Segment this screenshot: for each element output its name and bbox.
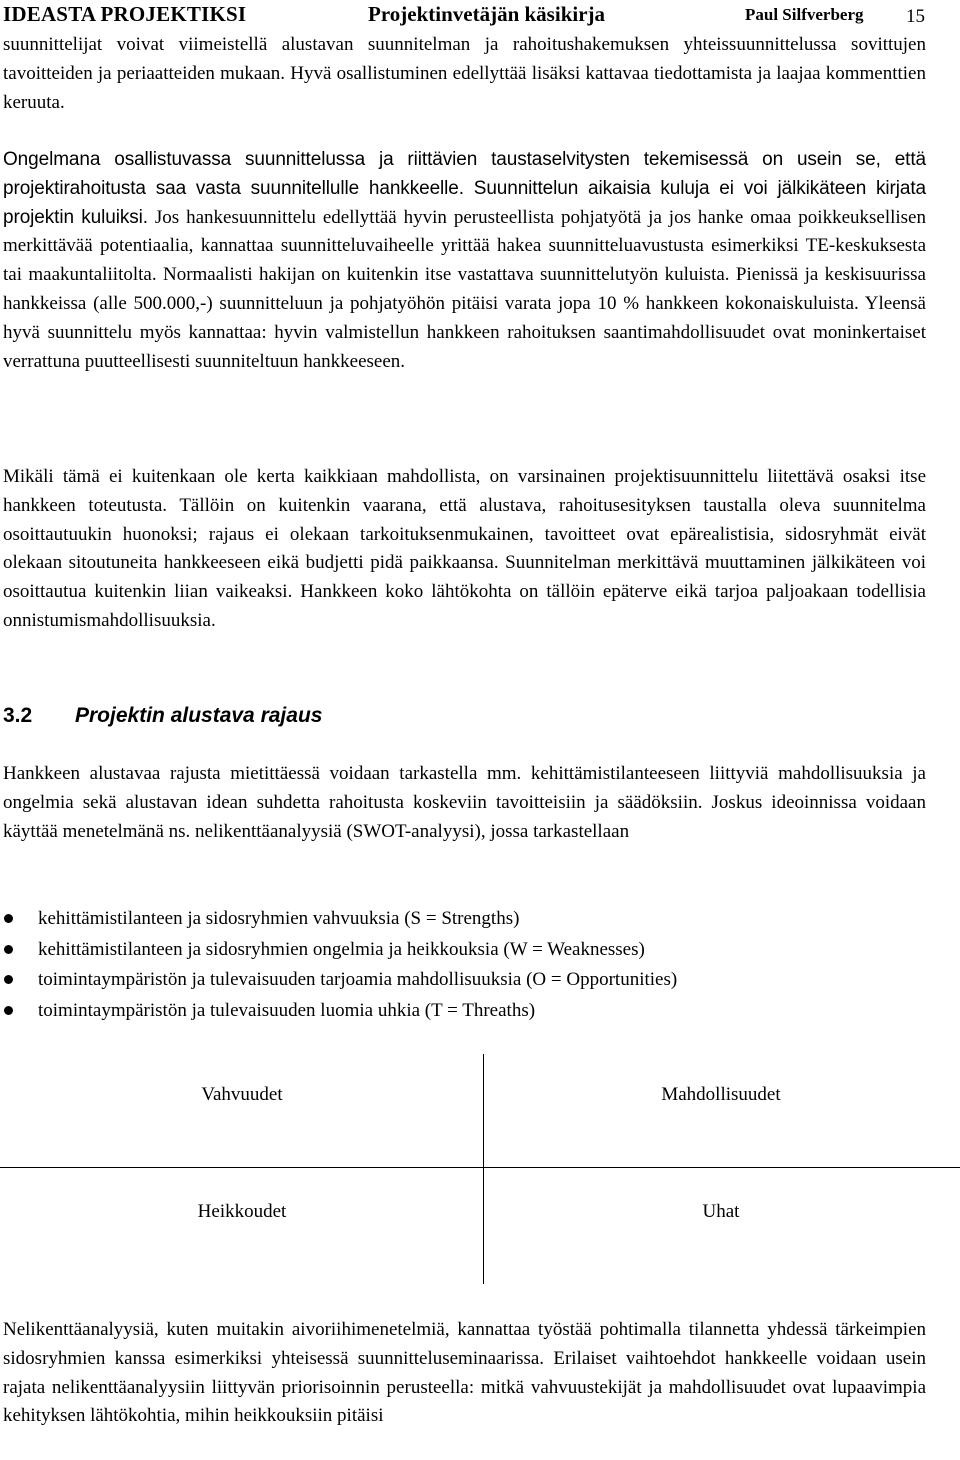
- section-title: Projektin alustava rajaus: [75, 704, 323, 727]
- list-item-text: kehittämistilanteen ja sidosryhmien vahvuuksia (S = Strengths): [38, 908, 520, 929]
- list-item-text: kehittämistilanteen ja sidosryhmien ongelmia ja heikkouksia (W = Weaknesses): [38, 938, 645, 960]
- list-item-text: toimintaympäristön ja tulevaisuuden tarjoamia mahdollisuuksia (O = Opportunities): [38, 969, 678, 990]
- header-document-title: IDEASTA PROJEKTIKSI: [3, 2, 247, 26]
- paragraph-swot-intro: Hankkeen alustavaa rajusta mietittäessä voidaan tarkastella mm. kehittämistilanteeseen liittyviä mahdollisuuksia ja ongelmia sekä alustavan idean suhdetta rahoitusta koskeviin tavoitteisiin ja säädöksiin. Joskus ideoinnissa voidaan käyttää menetelmänä ns. nelikenttäanalyysiä (SWOT-analyysi), jossa tarkastellaan: [3, 763, 926, 842]
- list-item: [0, 904, 930, 935]
- paragraph-planning-costs: [3, 146, 926, 376]
- section-number: 3.2: [3, 704, 33, 727]
- bullet-icon: [4, 945, 13, 954]
- bullet-icon: [4, 975, 13, 984]
- list-item: [0, 935, 930, 966]
- page-number: 15: [906, 6, 925, 27]
- paragraph-participation: suunnittelijat voivat viimeistellä alustavan suunnitelman ja rahoitushakemuksen yhteissuunnittelussa sovittujen tavoitteiden ja periaatteiden mukaan. Hyvä osallistuminen edellyttää lisäksi kattavaa tiedottamista ja laajaa kommenttien keruuta.: [3, 34, 926, 113]
- swot-quadrant-diagram: [0, 1054, 960, 1284]
- swot-horizontal-divider: [0, 1167, 960, 1168]
- swot-vertical-divider: [483, 1054, 484, 1284]
- list-item: [0, 996, 930, 1027]
- paragraph-planning-costs-serif: Jos hankesuunnittelu edellyttää hyvin perusteellista pohjatyötä ja jos hanke omaa poikkeuksellisen merkittävää potentiaalia, kannattaa suunnitteluvaiheelle yrittää hakea suunnitteluavustusta esimerkiksi TE-keskuksesta tai maakuntaliitolta. Normaalisti hakijan on kuitenkin itse vastattava suunnittelutyön kuluista. Pienissä ja keskisuurissa hankkeissa (alle 500.000,-) suunnitteluun ja pohjatyöhön pitäisi varata jopa 10 % hankkeen kokonaiskuluista. Yleensä hyvä suunnittelu myös kannattaa: hyvin valmistellun hankkeen rahoituksen saantimahdollisuudet ovat moninkertaiset verrattuna puutteellisesti suunniteltuun hankkeeseen.: [3, 206, 926, 372]
- paragraph-planning-risks: Mikäli tämä ei kuitenkaan ole kerta kaikkiaan mahdollista, on varsinainen projektisuunnittelu liitettävä osaksi itse hankkeen toteutusta. Tällöin on kuitenkin vaarana, että alustava, rahoitusesityksen taustalla oleva suunnitelma osoittautuukin huonoksi; rajaus ei olekaan tarkoituksenmukainen, tavoitteet ovat epärealistisia, sidosryhmät eivät olekaan sitoutuneita hankkeeseen eikä budjetti pidä paikkaansa. Suunnitelman merkittävä muuttaminen jälkikäteen voi osoittautua kuitenkin liian vaikeaksi. Hankkeen koko lähtökohta on tällöin epäterve eikä tarjoa paljoakaan todellisia onnistumismahdollisuuksia.: [3, 466, 926, 631]
- section-heading: [3, 704, 322, 728]
- header-author: Paul Silfverberg: [745, 5, 864, 24]
- swot-bullet-list: [0, 904, 930, 1026]
- paragraph-planning-costs-sans: Ongelmana osallistuvassa suunnittelussa ja riittävien taustaselvitysten tekemisessä on usein se, että projektirahoitusta saa vasta suunnitellulle hankkeelle. Suunnittelun aikaisia kuluja ei voi jälkikäteen kirjata projektin kuluiksi.: [3, 149, 926, 228]
- list-item-text: toimintaympäristön ja tulevaisuuden luomia uhkia (T = Threaths): [38, 999, 536, 1021]
- bullet-icon: [4, 914, 13, 923]
- paragraph-swot-usage: Nelikenttäanalyysiä, kuten muitakin aivoriihimenetelmiä, kannattaa työstää pohtimalla tilannetta yhdessä tärkeimpien sidosryhmien kanssa esimerkiksi yhteisessä suunnitteluseminaarissa. Erilaiset vaihtoehdot hankkeelle voidaan usein rajata nelikenttäanalyysiin liittyvän priorisoinnin perusteella: mitkä vahvuustekijät ja mahdollisuudet ovat lupaavimpia kehityksen lähtökohtia, mihin heikkouksiin pitäisi: [3, 1319, 926, 1427]
- header-book-title: Projektinvetäjän käsikirja: [368, 2, 606, 26]
- swot-strengths-label: Vahvuudet: [201, 1084, 283, 1105]
- list-item: [0, 965, 930, 996]
- swot-threats-label: Uhat: [702, 1201, 740, 1222]
- swot-weaknesses-label: Heikkoudet: [197, 1201, 287, 1222]
- bullet-icon: [4, 1006, 13, 1015]
- swot-opportunities-label: Mahdollisuudet: [661, 1084, 781, 1105]
